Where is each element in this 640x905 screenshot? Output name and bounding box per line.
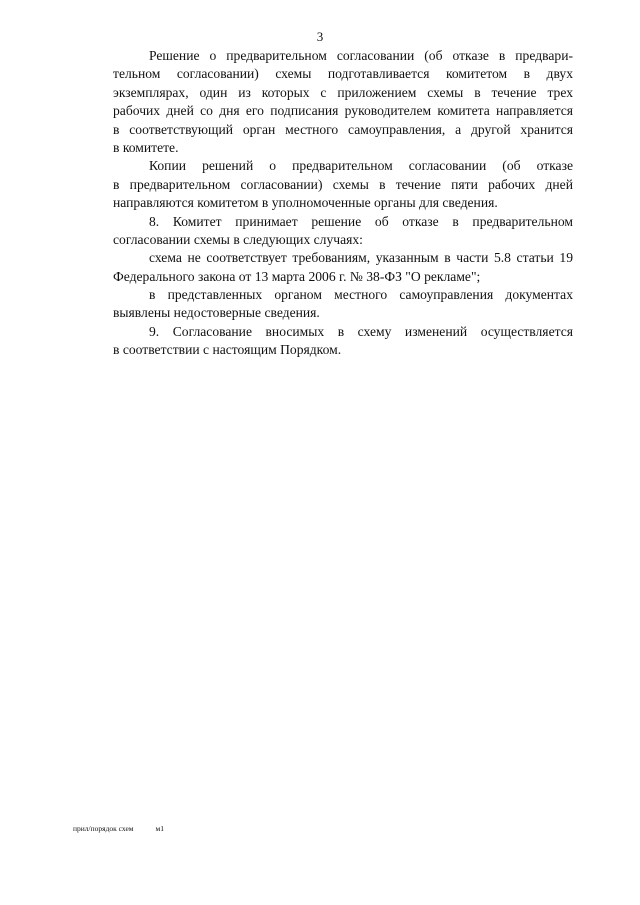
text-line: в соответствии с настоящим Порядком.: [113, 342, 342, 358]
text-line: в соответствующий орган местного самоуправления, а другой хранится: [113, 121, 573, 137]
paragraph-decision-copies: [113, 157, 573, 212]
text-line: 9. Согласование вносимых в схему изменений осуществляется: [149, 323, 573, 339]
text-line: в представленных органом местного самоуправления документах: [149, 287, 573, 303]
text-line: в комитете.: [113, 139, 179, 155]
text-line: схема не соответствует требованиям, указанным в части 5.8 статьи 19: [149, 250, 573, 266]
text-line: в предварительном согласовании) схемы в течение пяти рабочих дней: [113, 176, 573, 192]
text-line: Решение о предварительном согласовании (об отказе в предвари-: [149, 48, 573, 63]
text-line: согласовании схемы в следующих случаях:: [113, 231, 363, 247]
text-line: 8. Комитет принимает решение об отказе в предварительном: [149, 213, 573, 229]
paragraph-item-8: [113, 213, 573, 250]
paragraph-refusal-case-1: [113, 249, 573, 286]
paragraph-item-9: [113, 323, 573, 360]
paragraph-refusal-case-2: [113, 286, 573, 323]
paragraph-decision-preparation: [113, 47, 573, 157]
text-line: экземплярах, один из которых с приложением схемы в течение трех: [113, 84, 573, 100]
footer-code: м1: [155, 824, 165, 833]
document-body: [113, 47, 573, 360]
page-number: 3: [316, 29, 324, 44]
footer-file-name: прил/порядок схем: [73, 824, 134, 833]
footer-file-reference: [73, 824, 164, 833]
text-line: Копии решений о предварительном согласовании (об отказе: [149, 158, 573, 174]
text-line: выявлены недостоверные сведения.: [113, 305, 320, 321]
text-line: рабочих дней со дня его подписания руководителем комитета направляется: [113, 103, 573, 119]
text-line: направляются комитетом в уполномоченные органы для сведения.: [113, 195, 498, 211]
text-line: тельном согласовании) схемы подготавливается комитетом в двух: [113, 66, 573, 82]
text-line: Федерального закона от 13 марта 2006 г. № 38-ФЗ "О рекламе";: [113, 268, 481, 284]
